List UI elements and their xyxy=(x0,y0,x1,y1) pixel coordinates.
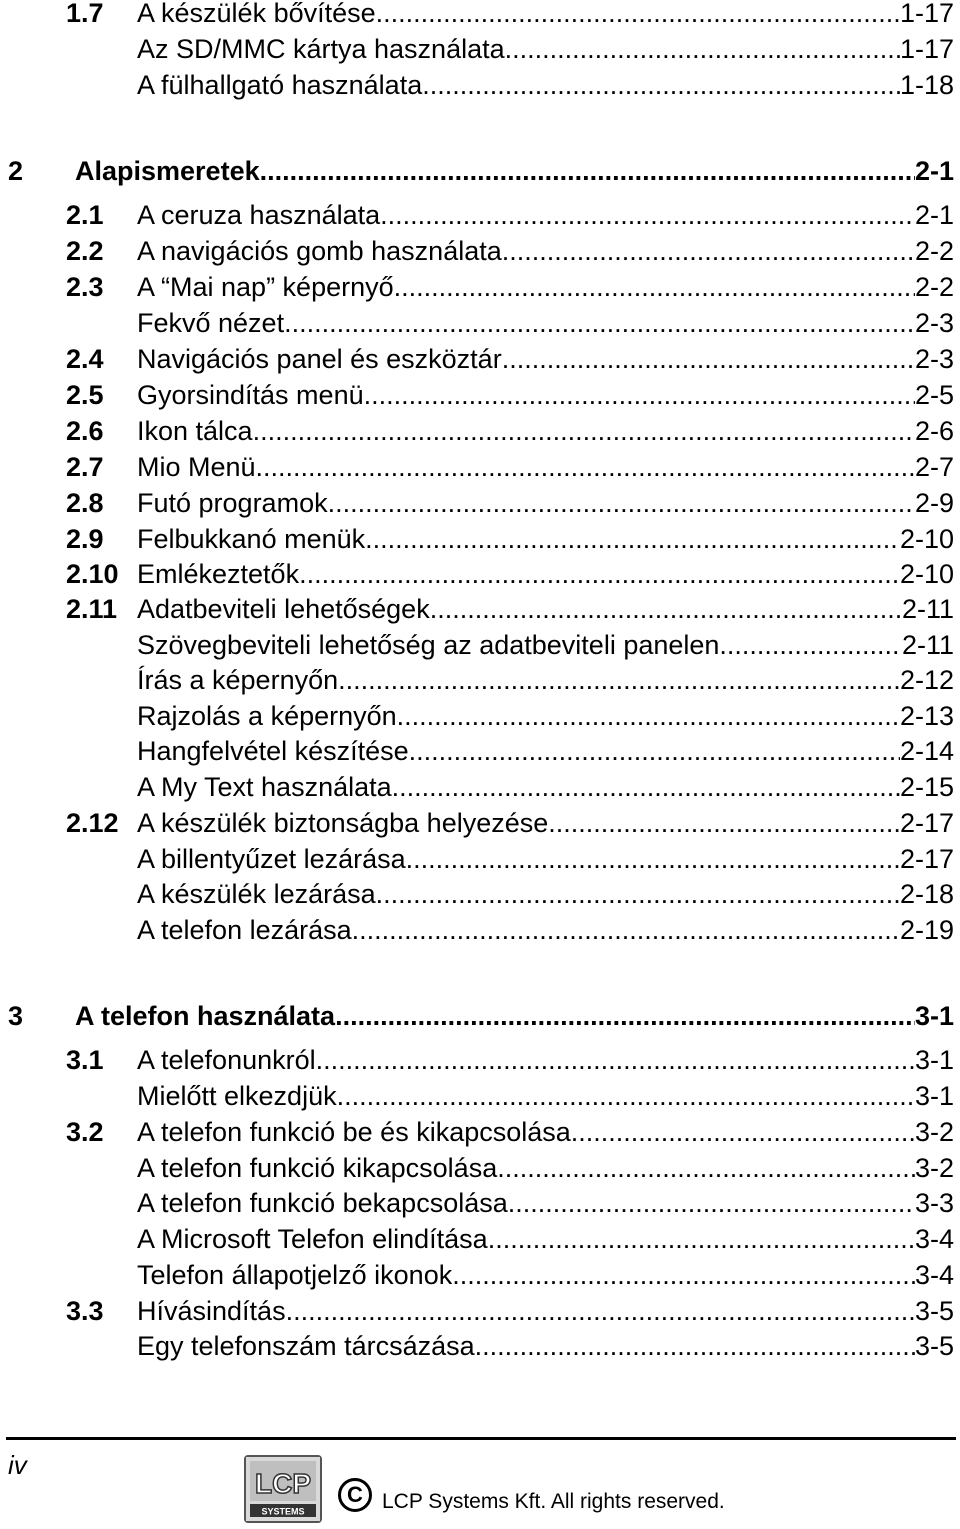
toc-entry[interactable] xyxy=(0,769,960,805)
toc-entry[interactable] xyxy=(0,841,960,877)
toc-chapter-entry[interactable] xyxy=(0,153,960,189)
toc-entry-title: Mielőtt elkezdjük xyxy=(137,1081,337,1111)
toc-entry[interactable] xyxy=(0,0,960,31)
toc-section-number: 3.1 xyxy=(66,1045,104,1075)
toc-section-number: 3.2 xyxy=(66,1117,104,1147)
dot-leader xyxy=(430,591,902,627)
toc-section-number: 2.1 xyxy=(66,200,104,230)
toc-entry-title: A “Mai nap” képernyő xyxy=(137,272,394,302)
dot-leader xyxy=(253,413,915,449)
toc-entry-line xyxy=(137,377,954,413)
toc-entry-title: A fülhallgató használata xyxy=(137,70,423,100)
dot-leader xyxy=(256,449,915,485)
logo-text-bottom: SYSTEMS xyxy=(261,1506,305,1517)
toc-entry-line xyxy=(137,413,954,449)
toc-page-number: 2-11 xyxy=(901,630,954,660)
toc-entry-line xyxy=(137,876,954,912)
toc-entry-title: Telefon állapotjelző ikonok xyxy=(137,1260,453,1290)
toc-entry-title: Rajzolás a képernyőn xyxy=(137,701,397,731)
toc-entry[interactable] xyxy=(0,377,960,413)
toc-entry-line xyxy=(137,591,954,627)
dot-leader xyxy=(284,305,915,341)
dot-leader xyxy=(508,1185,915,1221)
toc-entry[interactable] xyxy=(0,876,960,912)
toc-entry[interactable] xyxy=(0,591,960,627)
toc-entry[interactable] xyxy=(0,67,960,103)
toc-page-number: 2-15 xyxy=(899,772,954,802)
copyright-text: LCP Systems Kft. All rights reserved. xyxy=(382,1490,725,1513)
toc-entry-line xyxy=(137,233,954,269)
toc-page-number: 3-5 xyxy=(914,1296,954,1326)
toc-entry-title: A telefon funkció kikapcsolása xyxy=(137,1153,498,1183)
toc-page-number: 2-2 xyxy=(914,272,954,302)
toc-entry[interactable] xyxy=(0,1114,960,1150)
toc-entry-title: Fekvő nézet xyxy=(137,308,285,338)
dot-leader xyxy=(260,153,915,189)
toc-entry-line xyxy=(137,662,954,698)
toc-entry[interactable] xyxy=(0,305,960,341)
toc-entry-title: A billentyűzet lezárása xyxy=(137,844,406,874)
dot-leader xyxy=(475,1328,915,1364)
toc-entry-line xyxy=(137,0,954,31)
toc-entry-title: A telefon funkció bekapcsolása xyxy=(137,1188,508,1218)
toc-entry[interactable] xyxy=(0,662,960,698)
toc-page-number: 2-1 xyxy=(914,200,954,230)
dot-leader xyxy=(286,1293,915,1329)
toc-entry[interactable] xyxy=(0,556,960,592)
dot-leader xyxy=(316,1042,915,1078)
toc-entry-title: Adatbeviteli lehetőségek xyxy=(137,594,430,624)
toc-entry[interactable] xyxy=(0,698,960,734)
toc-chapter-entry[interactable] xyxy=(0,998,960,1034)
toc-entry-line xyxy=(137,1078,954,1114)
toc-entry-line xyxy=(137,841,954,877)
toc-entry-title: Ikon tálca xyxy=(137,416,253,446)
toc-page-number: 1-17 xyxy=(899,0,954,28)
toc-entry-title: A telefon lezárása xyxy=(137,915,352,945)
toc-entry-line xyxy=(137,269,954,305)
dot-leader xyxy=(376,0,900,31)
toc-entry-title: A ceruza használata xyxy=(137,200,381,230)
logo-text-top: LCP xyxy=(255,1468,311,1499)
toc-entry-line xyxy=(137,31,954,67)
toc-section-number: 1.7 xyxy=(66,0,104,28)
dot-leader xyxy=(719,627,902,663)
toc-section-number: 2.12 xyxy=(66,808,119,838)
dot-leader xyxy=(397,698,900,734)
toc-entry[interactable] xyxy=(0,521,960,557)
toc-entry[interactable] xyxy=(0,1042,960,1078)
toc-section-number: 2 xyxy=(8,156,24,186)
toc-page-number: 2-18 xyxy=(899,879,954,909)
dot-leader xyxy=(328,485,915,521)
toc-section-number: 2.11 xyxy=(66,594,118,624)
toc-entry-line xyxy=(137,341,954,377)
toc-entry-line xyxy=(137,449,954,485)
footer-divider xyxy=(6,1437,956,1440)
toc-page-number: 2-13 xyxy=(899,701,954,731)
toc-page-number: 2-9 xyxy=(914,488,954,518)
toc-entry-title: Írás a képernyőn xyxy=(137,665,339,695)
toc-page-number: 2-3 xyxy=(914,308,954,338)
dot-leader xyxy=(548,805,900,841)
toc-entry[interactable] xyxy=(0,733,960,769)
toc-entry-title: A telefonunkról xyxy=(137,1045,316,1075)
toc-entry-title: Gyorsindítás menü xyxy=(137,380,364,410)
toc-entry[interactable] xyxy=(0,341,960,377)
toc-section-number: 2.6 xyxy=(66,416,104,446)
dot-leader xyxy=(497,1150,915,1186)
dot-leader xyxy=(299,556,900,592)
toc-entry-title: A készülék lezárása xyxy=(137,879,376,909)
dot-leader xyxy=(337,1078,915,1114)
toc-page-number: 1-18 xyxy=(899,70,954,100)
dot-leader xyxy=(406,841,900,877)
toc-entry[interactable] xyxy=(0,1078,960,1114)
toc-section-number: 2.3 xyxy=(66,272,104,302)
toc-page-number: 2-6 xyxy=(914,416,954,446)
toc-page-number: 2-17 xyxy=(899,844,954,874)
toc-entry-line xyxy=(137,1150,954,1186)
toc-entry-title: A készülék biztonságba helyezése xyxy=(137,808,549,838)
toc-page-number: 2-5 xyxy=(914,380,954,410)
toc-entry-title: Felbukkanó menük xyxy=(137,524,366,554)
page-number: iv xyxy=(8,1450,27,1480)
dot-leader xyxy=(365,521,900,557)
toc-entry-title: Emlékeztetők xyxy=(137,559,300,589)
toc-entry-line xyxy=(137,769,954,805)
dot-leader xyxy=(376,876,900,912)
toc-page-number: 2-17 xyxy=(899,808,954,838)
toc-entry-line xyxy=(137,521,954,557)
toc-section-number: 2.7 xyxy=(66,452,104,482)
toc-entry-line xyxy=(137,698,954,734)
toc-entry[interactable] xyxy=(0,31,960,67)
toc-entry-title: Navigációs panel és eszköztár xyxy=(137,344,502,374)
dot-leader xyxy=(380,197,915,233)
toc-entry[interactable] xyxy=(0,1328,960,1364)
toc-entry[interactable] xyxy=(0,197,960,233)
toc-page-number: 3-1 xyxy=(914,1081,954,1111)
toc-section-number: 2.9 xyxy=(66,524,104,554)
dot-leader xyxy=(409,733,900,769)
dot-leader xyxy=(364,377,915,413)
dot-leader xyxy=(505,31,900,67)
toc-entry-title: A Microsoft Telefon elindítása xyxy=(137,1224,488,1254)
dot-leader xyxy=(392,769,900,805)
toc-entry-line xyxy=(137,556,954,592)
toc-entry-title: A My Text használata xyxy=(137,772,392,802)
toc-entry[interactable] xyxy=(0,269,960,305)
toc-entry[interactable] xyxy=(0,485,960,521)
toc-page-number: 3-5 xyxy=(914,1331,954,1361)
toc-page-number: 3-4 xyxy=(914,1224,954,1254)
toc-section-number: 2.10 xyxy=(66,559,119,589)
toc-entry[interactable] xyxy=(0,233,960,269)
toc-entry-line xyxy=(137,485,954,521)
toc-entry-line xyxy=(75,998,954,1034)
toc-entry[interactable] xyxy=(0,413,960,449)
toc-page-number: 2-11 xyxy=(901,594,954,624)
toc-entry-line xyxy=(137,67,954,103)
dot-leader xyxy=(338,662,900,698)
toc-entry-title: Alapismeretek xyxy=(75,156,260,186)
dot-leader xyxy=(422,67,900,103)
toc-page-number: 2-14 xyxy=(899,736,954,766)
toc-entry-line xyxy=(75,153,954,189)
toc-entry-line xyxy=(137,733,954,769)
toc-entry[interactable] xyxy=(0,1221,960,1257)
toc-page-number: 2-3 xyxy=(914,344,954,374)
toc-entry-line xyxy=(137,1257,954,1293)
toc-page-number: 3-4 xyxy=(914,1260,954,1290)
toc-section-number: 2.5 xyxy=(66,380,104,410)
toc-entry-title: Az SD/MMC kártya használata xyxy=(137,34,505,64)
toc-entry[interactable] xyxy=(0,1257,960,1293)
toc-page-number: 3-3 xyxy=(914,1188,954,1218)
toc-entry[interactable] xyxy=(0,805,960,841)
toc-entry[interactable] xyxy=(0,1185,960,1221)
toc-page-number: 2-7 xyxy=(914,452,954,482)
dot-leader xyxy=(394,269,915,305)
copyright-icon: C xyxy=(338,1478,372,1512)
toc-section-number: 2.2 xyxy=(66,236,104,266)
toc-entry-title: Hívásindítás xyxy=(137,1296,286,1326)
toc-entry-line xyxy=(137,305,954,341)
toc-entry-line xyxy=(137,912,954,948)
toc-entry-title: Mio Menü xyxy=(137,452,256,482)
toc-entry-line xyxy=(137,1042,954,1078)
toc-section-number: 3 xyxy=(8,1001,24,1031)
toc-entry[interactable] xyxy=(0,1293,960,1329)
toc-section-number: 3.3 xyxy=(66,1296,104,1326)
toc-entry-line xyxy=(137,1114,954,1150)
toc-page-number: 2-2 xyxy=(914,236,954,266)
toc-entry-line xyxy=(137,1293,954,1329)
toc-entry[interactable] xyxy=(0,449,960,485)
toc-entry-title: Hangfelvétel készítése xyxy=(137,736,409,766)
dot-leader xyxy=(335,998,915,1034)
toc-section-number: 2.4 xyxy=(66,344,104,374)
toc-section-number: 2.8 xyxy=(66,488,104,518)
toc-entry[interactable] xyxy=(0,1150,960,1186)
toc-page-number: 2-12 xyxy=(899,665,954,695)
toc-page-number: 2-19 xyxy=(899,915,954,945)
toc-entry-title: A navigációs gomb használata xyxy=(137,236,502,266)
toc-page-number: 3-1 xyxy=(914,1001,954,1031)
dot-leader xyxy=(488,1221,915,1257)
toc-entry[interactable] xyxy=(0,912,960,948)
toc-page-number: 3-1 xyxy=(914,1045,954,1075)
dot-leader xyxy=(571,1114,915,1150)
toc-entry-line xyxy=(137,1328,954,1364)
toc-entry-title: Futó programok xyxy=(137,488,328,518)
toc-entry-title: A készülék bővítése xyxy=(137,0,376,28)
dot-leader xyxy=(452,1257,915,1293)
toc-page-number: 3-2 xyxy=(914,1117,954,1147)
lcp-systems-logo xyxy=(244,1455,322,1523)
toc-entry-line xyxy=(137,1221,954,1257)
toc-entry-line xyxy=(137,197,954,233)
dot-leader xyxy=(502,341,915,377)
toc-page-number: 1-17 xyxy=(899,34,954,64)
toc-entry-line xyxy=(137,627,954,663)
toc-entry-line xyxy=(137,805,954,841)
dot-leader xyxy=(352,912,900,948)
toc-entry-title: A telefon használata xyxy=(75,1001,336,1031)
toc-entry-line xyxy=(137,1185,954,1221)
toc-page-number: 2-1 xyxy=(914,156,954,186)
toc-page-number: 2-10 xyxy=(899,524,954,554)
toc-entry-title: A telefon funkció be és kikapcsolása xyxy=(137,1117,571,1147)
toc-entry-title: Egy telefonszám tárcsázása xyxy=(137,1331,475,1361)
toc-entry-title: Szövegbeviteli lehetőség az adatbeviteli panelen xyxy=(137,630,720,660)
dot-leader xyxy=(502,233,915,269)
toc-page-number: 3-2 xyxy=(914,1153,954,1183)
toc-page-number: 2-10 xyxy=(899,559,954,589)
toc-entry[interactable] xyxy=(0,627,960,663)
